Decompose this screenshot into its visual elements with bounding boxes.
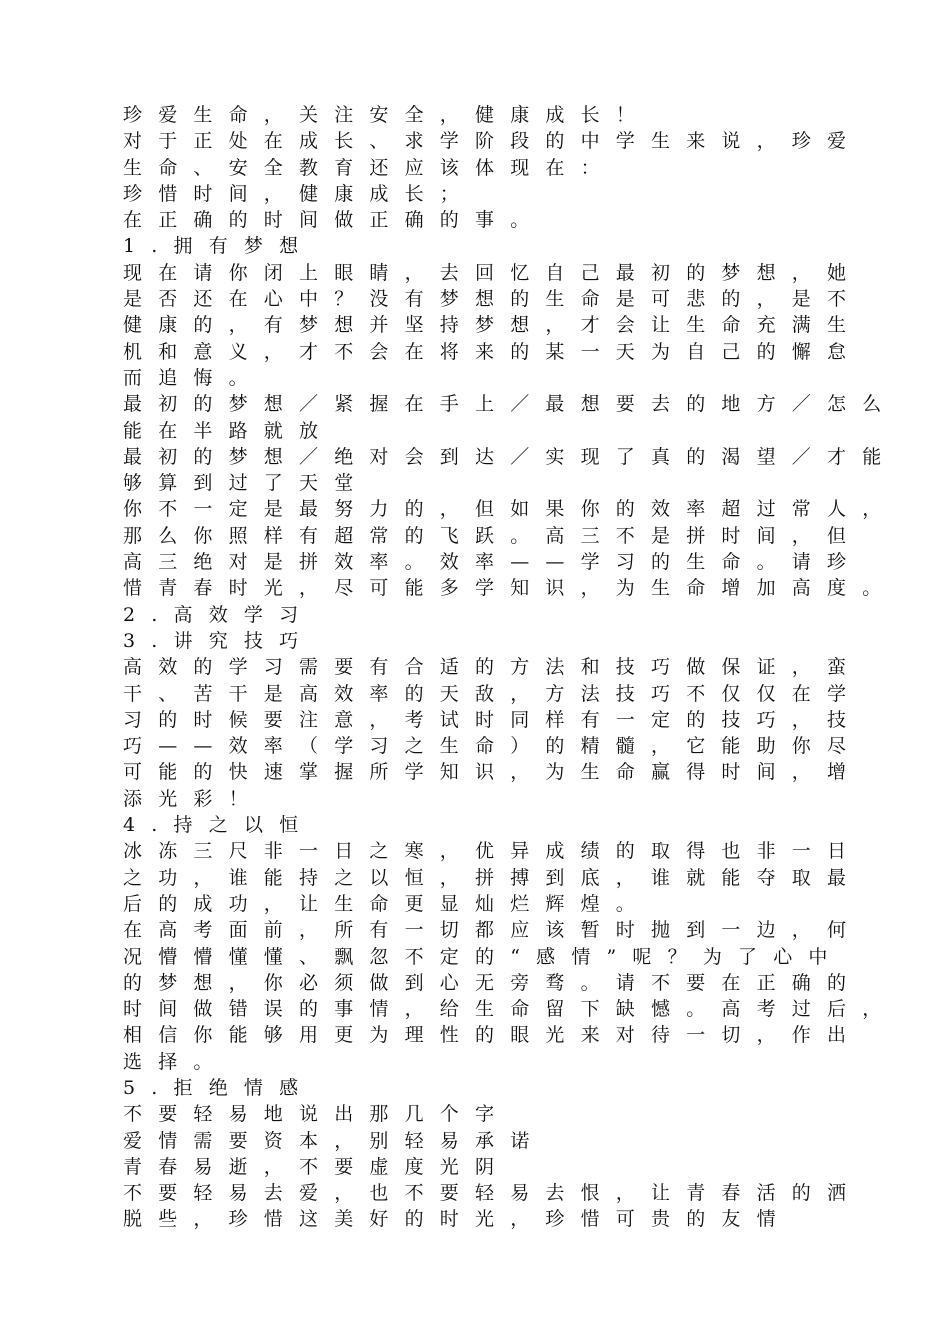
text-line: 机和意义，才不会在将来的某一天为自己的懈怠 — [123, 340, 863, 363]
text-line: 不要轻易去爱，也不要轻易去恨，让青春活的洒 — [123, 1182, 863, 1205]
text-line: 你不一定是最努力的，但如果你的效率超过常人， — [123, 498, 898, 521]
text-line: 珍爱生命，关注安全，健康成长！ — [123, 104, 652, 126]
text-line: 能在半路就放 — [123, 419, 335, 442]
text-line: 后的成功，让生命更显灿烂辉煌。 — [123, 892, 652, 915]
text-line: 青春易逝，不要虚度光阴 — [123, 1155, 511, 1178]
text-line: 在高考面前，所有一切都应该暂时抛到一边，何 — [123, 919, 863, 942]
text-line: 1.拥有梦想 — [123, 235, 315, 258]
text-line: 生命、安全教育还应该体现在： — [123, 156, 616, 179]
text-line: 现在请你闭上眼睛，去回忆自己最初的梦想，她 — [123, 261, 863, 284]
text-line: 可能的快速掌握所学知识，为生命赢得时间，增 — [123, 761, 863, 784]
text-line: 干、苦干是高效率的天敌，方法技巧不仅仅在学 — [123, 682, 863, 705]
text-line: 健康的，有梦想并坚持梦想，才会让生命充满生 — [123, 314, 863, 337]
text-line: 是否还在心中？没有梦想的生命是可悲的，是不 — [123, 288, 863, 311]
text-line: 惜青春时光，尽可能多学知识，为生命增加高度。 — [123, 577, 898, 600]
text-line: 巧——效率（学习之生命）的精髓，它能助你尽 — [123, 735, 863, 758]
text-line: 4.持之以恒 — [123, 814, 315, 837]
text-line: 而追悔。 — [123, 366, 264, 389]
text-line: 在正确的时间做正确的事。 — [123, 209, 546, 232]
text-line: 添光彩！ — [123, 787, 264, 810]
text-line: 冰冻三尺非一日之寒，优异成绩的取得也非一日 — [123, 840, 863, 863]
text-line: 选择。 — [123, 1050, 229, 1073]
text-line: 高效的学习需要有合适的方法和技巧做保证，蛮 — [123, 656, 863, 679]
text-line: 况懵懵懂懂、飘忽不定的“感情”呢？为了心中 — [123, 945, 844, 968]
text-line: 爱情需要资本，别轻易承诺 — [123, 1129, 546, 1152]
document-body — [123, 102, 898, 1233]
text-line: 相信你能够用更为理性的眼光来对待一切，作出 — [123, 1024, 863, 1047]
text-line: 够算到过了天堂 — [123, 472, 370, 495]
text-line: 的梦想，你必须做到心无旁骛。请不要在正确的 — [123, 971, 863, 994]
text-line: 3.讲究技巧 — [123, 629, 315, 652]
text-line: 那么你照样有超常的飞跃。高三不是拼时间，但 — [123, 524, 863, 547]
text-line: 最初的梦想／紧握在手上／最想要去的地方／怎么 — [123, 393, 898, 416]
text-line: 最初的梦想／绝对会到达／实现了真的渴望／才能 — [123, 445, 898, 468]
text-line: 时间做错误的事情，给生命留下缺憾。高考过后， — [123, 998, 898, 1021]
text-line: 2.高效学习 — [123, 603, 315, 626]
text-line: 脱些，珍惜这美好的时光，珍惜可贵的友情 — [123, 1208, 792, 1231]
text-line: 高三绝对是拼效率。效率——学习的生命。请珍 — [123, 551, 863, 574]
text-line: 对于正处在成长、求学阶段的中学生来说，珍爱 — [123, 130, 863, 153]
text-line: 5.拒绝情感 — [123, 1076, 315, 1099]
text-line: 不要轻易地说出那几个字 — [123, 1103, 511, 1126]
text-line: 珍惜时间，健康成长； — [123, 182, 476, 205]
text-line: 习的时候要注意，考试时同样有一定的技巧，技 — [123, 708, 863, 731]
text-line: 之功，谁能持之以恒，拼搏到底，谁就能夺取最 — [123, 866, 863, 889]
